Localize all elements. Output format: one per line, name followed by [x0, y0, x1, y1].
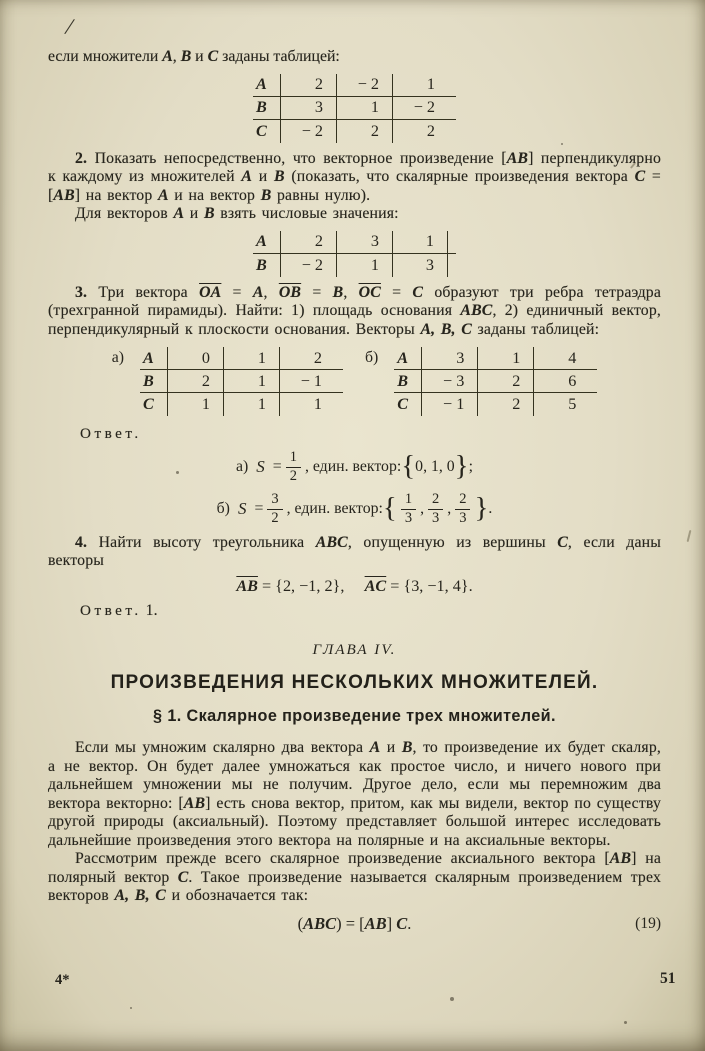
table-row-label: B	[256, 255, 267, 274]
page-content	[48, 48, 661, 934]
answer-4-value: 1.	[141, 601, 158, 619]
answer-4-heading: Ответ.	[80, 601, 142, 619]
table-cell: 1	[223, 393, 279, 416]
vector-table-2-wrap	[48, 231, 661, 277]
table-cell: 1	[392, 74, 448, 96]
table-cell: 1	[477, 347, 533, 369]
table-cell: 6	[533, 370, 589, 392]
table-cell: − 2	[392, 97, 448, 119]
page-number: 51	[660, 970, 676, 987]
vector-table-1-wrap	[48, 74, 661, 143]
table-cell: 3	[280, 97, 336, 119]
table-row	[140, 370, 343, 393]
table-row-label: B	[397, 371, 409, 390]
table-cell: 2	[477, 370, 533, 392]
fraction: $\frac{3}{2}$	[267, 492, 282, 525]
answer-a-prefix: а)	[236, 458, 249, 475]
table-cell: 1	[223, 370, 279, 392]
table-cell: − 3	[421, 370, 477, 392]
answer-b-text: , един. вектор:	[286, 500, 383, 517]
open-brace: {	[382, 491, 397, 524]
fraction: $\frac{2}{3}$	[428, 492, 443, 525]
table-cell: 2	[477, 393, 533, 416]
table-cell: 2	[280, 231, 336, 253]
table-cell: 1	[167, 393, 223, 416]
footer-signature: 4*	[55, 972, 70, 988]
separator: ,	[420, 500, 425, 517]
open-brace: {	[401, 449, 416, 482]
table-cell: 1	[392, 231, 448, 253]
answer-a-set: 0, 1, 0	[415, 458, 455, 475]
table-cell: − 1	[279, 370, 335, 392]
handwritten-slash-mark: /	[64, 13, 74, 40]
tables-a-b-row	[48, 347, 661, 416]
table-cell: 2	[280, 74, 336, 96]
problem-2-lead-line: Для векторов A и B взять числовые значения:	[75, 205, 399, 222]
table-cell: − 2	[336, 74, 392, 96]
equation-19	[48, 914, 661, 934]
close-brace: }	[474, 491, 489, 524]
table-row	[140, 347, 343, 370]
table-cell: 2	[392, 120, 448, 143]
equation-number: (19)	[635, 914, 661, 932]
answer-b-tail: .	[488, 500, 493, 517]
table-a-group	[112, 347, 343, 416]
table-row-label: B	[142, 371, 154, 390]
problem-4-paragraph: 4. Найти высоту треугольника ABC, опущенную из вершины C, если даны векторы	[48, 533, 662, 569]
answer-a-tail: ;	[468, 458, 473, 475]
answer-3-heading: Ответ.	[80, 425, 142, 442]
speck	[450, 997, 454, 1001]
speck	[624, 1021, 627, 1024]
table-row-label: C	[256, 121, 267, 140]
table-row	[394, 347, 597, 370]
answer-b-prefix: б)	[216, 500, 230, 517]
answer-a-variable: S	[256, 457, 265, 476]
table-row-label: A	[256, 75, 267, 93]
vector-table-3b	[394, 347, 597, 416]
table-cell: 1	[336, 254, 392, 277]
table-a-label: а)	[111, 349, 124, 366]
equals-sign: =	[272, 458, 282, 475]
close-brace: }	[454, 449, 469, 482]
vector-table-1	[253, 74, 456, 143]
table-cell: − 2	[280, 254, 336, 277]
separator: ,	[447, 500, 452, 517]
intro-line: если множители A, B и C заданы таблицей:	[48, 48, 340, 65]
table-row-label: A	[397, 348, 409, 367]
chapter-heading: ГЛАВА IV.	[312, 641, 397, 658]
body-paragraph-2: Рассмотрим прежде всего скалярное произведение аксиального вектора [AB] на полярный вектор C. Такое произведение называется скалярным произведением трех векторов A, B, C и обозначается так:	[48, 850, 661, 904]
table-cell: 1	[279, 393, 335, 416]
table-cell: 2	[279, 347, 335, 369]
equals-sign: =	[254, 500, 264, 517]
table-row	[253, 254, 456, 277]
answer-line-a	[48, 449, 661, 486]
problem-2-paragraph: 2. Показать непосредственно, что векторное произведение [AB] перпендикулярно к каждому из множителей A и B (показать, что скалярные произведения вектора C = [AB] на вектор A и на вектор B равны нулю).	[48, 149, 661, 204]
table-b-group	[365, 347, 597, 416]
table-cell: 3	[421, 347, 477, 369]
body-paragraph-1: Если мы умножим скалярно два вектора A и B, то произведение их будет скаляр, а не вектор. Он будет далее умножаться как простое число, и ничего нового при дальнейшем умножении мы не получим. Другое дело, если мы перемножим два вектора векторно: [AB] есть снова вектор, притом, как мы видели, вектор по существу другой природы (аксиальный). Поэтому представляет большой интерес исследовать дальнейшие произведения этого вектора на полярные и на аксиальные векторы.	[48, 739, 661, 849]
section-heading: § 1. Скалярное произведение трех множителей.	[153, 707, 556, 725]
table-cell: 1	[336, 97, 392, 119]
table-row-label: C	[142, 395, 154, 413]
table-row	[253, 231, 456, 254]
answer-line-b	[48, 491, 661, 528]
table-b-label: б)	[364, 349, 379, 366]
table-row-label: B	[256, 98, 267, 116]
table-row-label: C	[397, 395, 409, 413]
table-cell: 0	[167, 347, 223, 369]
answer-a-text: , един. вектор:	[304, 458, 402, 475]
table-row	[253, 120, 456, 143]
table-cell: 3	[336, 231, 392, 253]
problem-3-paragraph: 3. Три вектора $\overline{OA} = A$, $\overline{OB} = B$, $\overline{OC} = C$ образуют три ребра тетраэдра (трехгранной пирамиды). Найти: 1) площадь основания ABC, 2) единичный вектор, перпендикулярный к плоскости основания. Векторы A, B, C заданы таблицей:	[48, 283, 662, 338]
fraction: $\frac{1}{3}$	[401, 492, 416, 525]
table-cell: − 1	[421, 393, 477, 416]
vector-table-2	[253, 231, 456, 277]
table-cell: 2	[336, 120, 392, 143]
pencil-mark	[687, 530, 692, 542]
vector-table-3a	[140, 347, 343, 416]
table-cell: 5	[533, 393, 589, 416]
table-cell: 3	[392, 254, 448, 277]
table-cell: 4	[533, 347, 589, 369]
table-row	[394, 393, 597, 416]
table-row-label: A	[256, 232, 267, 250]
table-row	[253, 97, 456, 120]
table-row	[394, 370, 597, 393]
table-cell: − 2	[280, 120, 336, 143]
equation-19-formula: (ABC) = [AB] C.	[297, 913, 412, 933]
chapter-title: ПРОИЗВЕДЕНИЯ НЕСКОЛЬКИХ МНОЖИТЕЛЕЙ.	[110, 672, 599, 693]
answer-b-variable: S	[237, 499, 247, 518]
speck	[130, 1007, 132, 1009]
fraction: $\frac{2}{3}$	[455, 492, 470, 525]
vector-formula: $\overline{AB} = \{2$, −1, 2}, $\overline{AC} = \{3$, −1, 4}.	[236, 576, 473, 595]
fraction: $\frac{1}{2}$	[286, 450, 301, 483]
table-row	[140, 393, 343, 416]
answer-4-line	[48, 602, 661, 621]
table-cell: 2	[167, 370, 223, 392]
table-row-label: A	[142, 348, 154, 367]
table-row	[253, 74, 456, 97]
table-cell: 1	[223, 347, 279, 369]
